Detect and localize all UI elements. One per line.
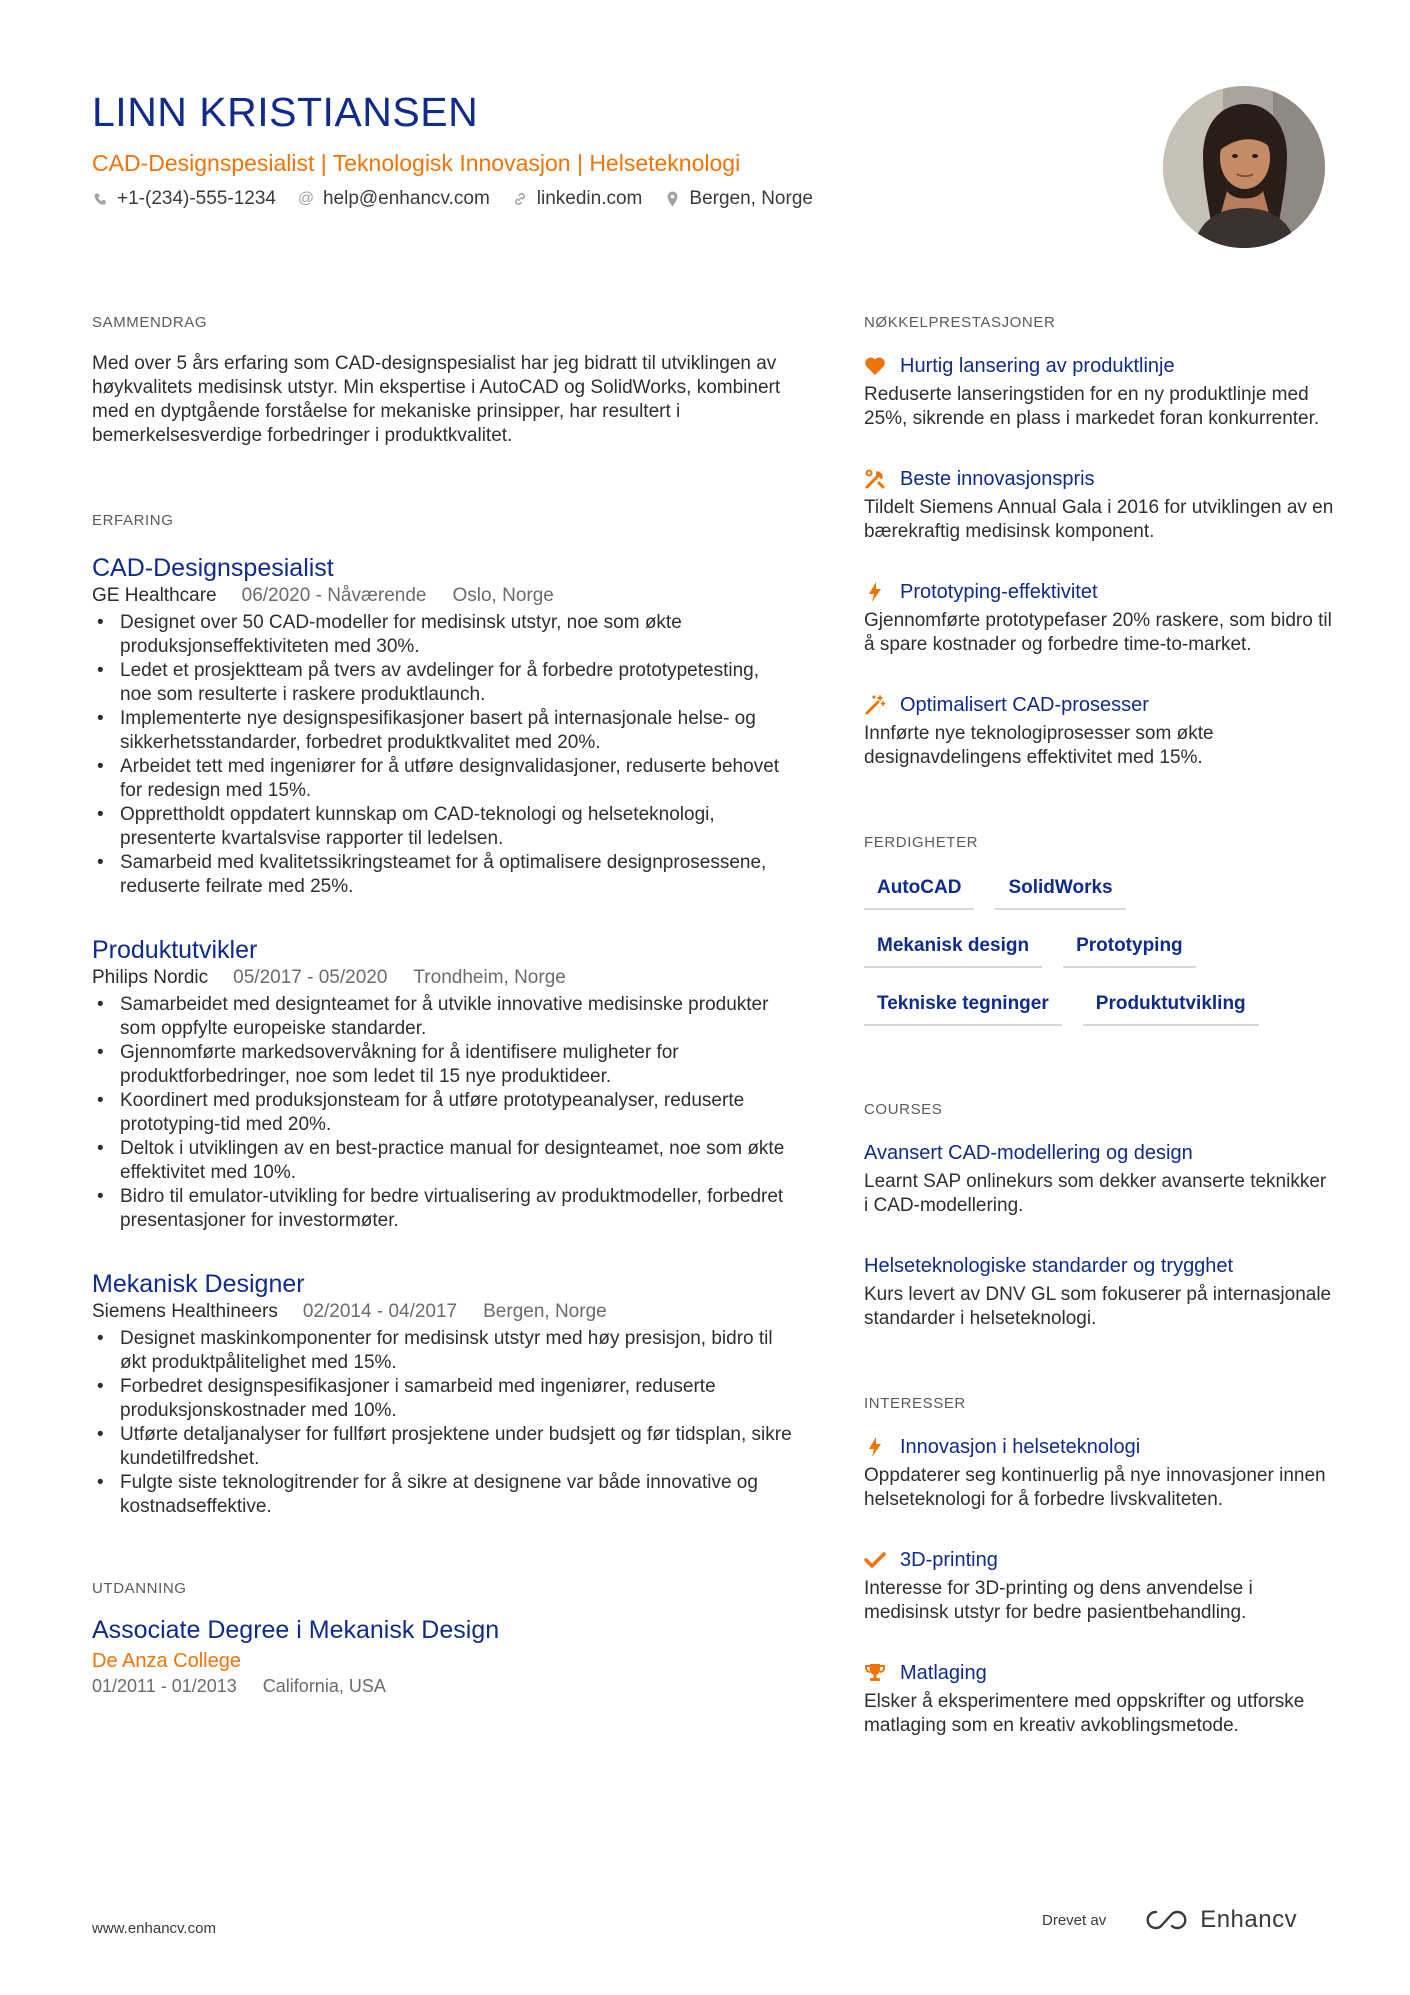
contact-email[interactable] bbox=[298, 186, 490, 212]
bullet-item: • Ledet et prosjektteam på tvers av avdelinger for å forbedre prototypetesting, noe som resulterte i raskere produktlaunch. bbox=[92, 659, 792, 707]
course-item bbox=[864, 1139, 1334, 1218]
contact-location-text: Bergen, Norge bbox=[689, 188, 813, 209]
achievement-title: Prototyping-effektivitet bbox=[900, 581, 1098, 603]
interest-header bbox=[864, 1546, 1334, 1574]
bullet-item: • Utførte detaljanalyser for fullført prosjektene under budsjett og før tidsplan, sikre kundetilfredshet. bbox=[92, 1423, 792, 1471]
bullet-item: • Opprettholdt oppdatert kunnskap om CAD-teknologi og helseteknologi, presenterte kvartalsvise rapporter til ledelsen. bbox=[92, 803, 792, 851]
location-pin-icon bbox=[664, 191, 680, 207]
candidate-name: LINN KRISTIANSEN bbox=[92, 89, 479, 135]
achievement-title: Optimalisert CAD-prosesser bbox=[900, 694, 1149, 716]
course-item bbox=[864, 1252, 1334, 1331]
job-title: CAD-Designspesialist bbox=[92, 554, 334, 582]
left-column bbox=[92, 313, 792, 1698]
course-desc: Kurs levert av DNV GL som fokuserer på internasjonale standarder i helseteknologi. bbox=[864, 1284, 1332, 1329]
interest-desc: Interesse for 3D-printing og dens anvendelse i medisinsk utstyr for bedre pasientbehandling. bbox=[864, 1578, 1253, 1623]
achievement-desc: Innførte nye teknologiprosesser som økte designavdelingens effektivitet med 15%. bbox=[864, 723, 1214, 768]
interests-section bbox=[864, 1394, 1334, 1738]
contact-list bbox=[92, 186, 1132, 212]
interest-header bbox=[864, 1659, 1334, 1687]
skill-tag: Produktutvikling bbox=[1083, 988, 1259, 1026]
bullet-item: • Samarbeidet med designteamet for å utvikle innovative medisinske produkter som oppfylte europeiske standarder. bbox=[92, 993, 792, 1041]
skills-list bbox=[864, 872, 1334, 1046]
section-title: INTERESSER bbox=[864, 1395, 966, 1412]
bullet-item: • Implementerte nye designspesifikasjoner basert på internasjonale helse- og sikkerhetsstandarder, forbedret produktkvalitet med 20%. bbox=[92, 707, 792, 755]
job-company: GE Healthcare bbox=[92, 585, 217, 606]
skill-tag: SolidWorks bbox=[995, 872, 1125, 910]
course-desc: Learnt SAP onlinekurs som dekker avanserte teknikker i CAD-modellering. bbox=[864, 1171, 1327, 1216]
achievement-header bbox=[864, 691, 1334, 719]
bullet-item: • Forbedret designspesifikasjoner i samarbeid med ingeniører, reduserte produksjonskostnader med 10%. bbox=[92, 1375, 792, 1423]
skill-tag: Tekniske tegninger bbox=[864, 988, 1062, 1026]
job-meta bbox=[92, 966, 792, 990]
bullet-item: • Gjennomførte markedsovervåkning for å identifisere muligheter for produktforbedringer, noe som ledet til 15 nye produktideer. bbox=[92, 1041, 792, 1089]
footer-branding bbox=[1042, 1906, 1297, 1934]
job-meta bbox=[92, 584, 792, 608]
interest-title: Innovasjon i helseteknologi bbox=[900, 1436, 1141, 1458]
achievement-header bbox=[864, 465, 1334, 493]
summary-section bbox=[92, 313, 792, 448]
interest-item bbox=[864, 1433, 1334, 1512]
lightning-icon bbox=[864, 1436, 886, 1458]
footer-website[interactable]: www.enhancv.com bbox=[92, 1920, 216, 1937]
course-title: Helseteknologiske standarder og trygghet bbox=[864, 1255, 1234, 1277]
job-period: 02/2014 - 04/2017 bbox=[302, 1301, 458, 1322]
interest-desc: Oppdaterer seg kontinuerlig på nye innovasjoner innen helseteknologi for å forbedre livskvaliteten. bbox=[864, 1465, 1326, 1510]
bullet-item: • Designet maskinkomponenter for medisinsk utstyr med høy presisjon, bidro til økt produktpålitelighet med 15%. bbox=[92, 1327, 792, 1375]
tools-icon bbox=[864, 468, 886, 490]
achievement-header bbox=[864, 578, 1334, 606]
summary-text: Med over 5 års erfaring som CAD-designspesialist har jeg bidratt til utviklingen av høykvalitets medisinsk utstyr. Min ekspertise i AutoCAD og SolidWorks, kombinert med en dyptgående forståelse for mekaniske prinsipper, har resultert i bemerkelsesverdige forbedringer i produktkvalitet. bbox=[92, 353, 781, 446]
trophy-icon bbox=[864, 1662, 886, 1684]
contact-phone-text: +1-(234)-555-1234 bbox=[117, 188, 276, 209]
job-company: Siemens Healthineers bbox=[92, 1301, 278, 1322]
bullet-item: • Koordinert med produksjonsteam for å utføre prototypeanalyser, reduserte prototyping-tid med 20%. bbox=[92, 1089, 792, 1137]
achievement-title: Hurtig lansering av produktlinje bbox=[900, 355, 1175, 377]
achievement-desc: Gjennomførte prototypefaser 20% raskere, som bidro til å spare kostnader og forbedre time-to-market. bbox=[864, 610, 1332, 655]
skill-tag: Mekanisk design bbox=[864, 930, 1042, 968]
brand-name: Enhancv bbox=[1200, 1906, 1298, 1933]
profile-photo bbox=[1163, 86, 1325, 248]
bullet-item: • Samarbeid med kvalitetssikringsteamet for å optimalisere designprosessene, reduserte feilrate med 25%. bbox=[92, 851, 792, 899]
magic-wand-icon bbox=[864, 694, 886, 716]
achievement-title: Beste innovasjonspris bbox=[900, 468, 1095, 490]
phone-icon bbox=[92, 192, 108, 207]
skills-section bbox=[864, 833, 1334, 1046]
job-company: Philips Nordic bbox=[92, 967, 209, 988]
section-title: FERDIGHETER bbox=[864, 834, 979, 851]
achievement-desc: Reduserte lanseringstiden for en ny produktlinje med 25%, sikrende en plass i markedet foran konkurrenter. bbox=[864, 384, 1320, 429]
job-period: 05/2017 - 05/2020 bbox=[233, 967, 388, 988]
job-period: 06/2020 - Nåværende bbox=[241, 585, 427, 606]
education-location: California, USA bbox=[262, 1676, 386, 1696]
interest-title: 3D-printing bbox=[900, 1549, 998, 1571]
education-meta bbox=[92, 1674, 792, 1698]
bullet-item: • Deltok i utviklingen av en best-practice manual for designteamet, noe som økte effektivitet med 10%. bbox=[92, 1137, 792, 1185]
enhancv-logo[interactable] bbox=[1144, 1906, 1297, 1934]
bullet-item: • Arbeidet tett med ingeniører for å utføre designvalidasjoner, reduserte behovet for redesign med 15%. bbox=[92, 755, 792, 803]
right-column bbox=[864, 313, 1334, 1738]
contact-linkedin-text[interactable]: linkedin.com bbox=[536, 188, 643, 209]
job-entry bbox=[92, 553, 792, 899]
checkmark-icon bbox=[864, 1549, 886, 1571]
job-location: Trondheim, Norge bbox=[413, 967, 566, 988]
job-location: Oslo, Norge bbox=[452, 585, 554, 606]
bullet-item: • Designet over 50 CAD-modeller for medisinsk utstyr, noe som økte produksjonseffektiviteten med 30%. bbox=[92, 611, 792, 659]
heart-icon bbox=[864, 355, 886, 377]
link-icon bbox=[512, 191, 528, 207]
resume-header bbox=[92, 86, 1132, 212]
education-period: 01/2011 - 01/2013 bbox=[92, 1676, 237, 1696]
section-title: UTDANNING bbox=[92, 1580, 187, 1597]
lightning-icon bbox=[864, 581, 886, 603]
achievements-section bbox=[864, 313, 1334, 770]
job-bullets bbox=[92, 993, 792, 1233]
contact-email-text[interactable]: help@enhancv.com bbox=[322, 188, 490, 209]
education-school: De Anza College bbox=[92, 1650, 241, 1672]
job-entry bbox=[92, 1269, 792, 1519]
achievement-desc: Tildelt Siemens Annual Gala i 2016 for utviklingen av en bærekraftig medisinsk komponent. bbox=[864, 497, 1334, 542]
job-location: Bergen, Norge bbox=[483, 1301, 607, 1322]
interest-title: Matlaging bbox=[900, 1662, 987, 1684]
section-title: NØKKELPRESTASJONER bbox=[864, 314, 1056, 331]
at-icon: @ bbox=[297, 190, 315, 207]
section-title: COURSES bbox=[864, 1101, 943, 1118]
job-bullets bbox=[92, 611, 792, 899]
interest-item bbox=[864, 1546, 1334, 1625]
candidate-headline: CAD-Designspesialist | Teknologisk Innovasjon | Helseteknologi bbox=[92, 150, 741, 176]
interest-header bbox=[864, 1433, 1334, 1461]
education-degree: Associate Degree i Mekanisk Design bbox=[92, 1616, 500, 1644]
contact-linkedin[interactable] bbox=[512, 186, 643, 212]
interest-desc: Elsker å eksperimentere med oppskrifter og utforske matlaging som en kreativ avkoblingsmetode. bbox=[864, 1691, 1305, 1736]
section-title: SAMMENDRAG bbox=[92, 314, 208, 331]
job-title: Mekanisk Designer bbox=[92, 1270, 305, 1298]
job-bullets bbox=[92, 1327, 792, 1519]
skill-tag: Prototyping bbox=[1063, 930, 1196, 968]
section-title: ERFARING bbox=[92, 512, 174, 529]
skill-tag: AutoCAD bbox=[864, 872, 974, 910]
job-meta bbox=[92, 1300, 792, 1324]
enhancv-logo-icon bbox=[1144, 1908, 1190, 1932]
powered-by-label: Drevet av bbox=[1042, 1911, 1107, 1929]
contact-phone bbox=[92, 186, 276, 212]
course-title: Avansert CAD-modellering og design bbox=[864, 1142, 1193, 1164]
achievement-item bbox=[864, 578, 1334, 657]
interest-item bbox=[864, 1659, 1334, 1738]
education-section bbox=[92, 1579, 792, 1698]
achievement-header bbox=[864, 352, 1334, 380]
achievement-item bbox=[864, 352, 1334, 431]
bullet-item: • Fulgte siste teknologitrender for å sikre at designene var både innovative og kostnadseffektive. bbox=[92, 1471, 792, 1519]
job-entry bbox=[92, 935, 792, 1233]
contact-location bbox=[664, 186, 813, 212]
bullet-item: • Bidro til emulator-utvikling for bedre virtualisering av produktmodeller, forbedret presentasjoner for investormøter. bbox=[92, 1185, 792, 1233]
job-title: Produktutvikler bbox=[92, 936, 258, 964]
experience-section bbox=[92, 511, 792, 1519]
courses-section bbox=[864, 1100, 1334, 1331]
achievement-item bbox=[864, 691, 1334, 770]
achievement-item bbox=[864, 465, 1334, 544]
